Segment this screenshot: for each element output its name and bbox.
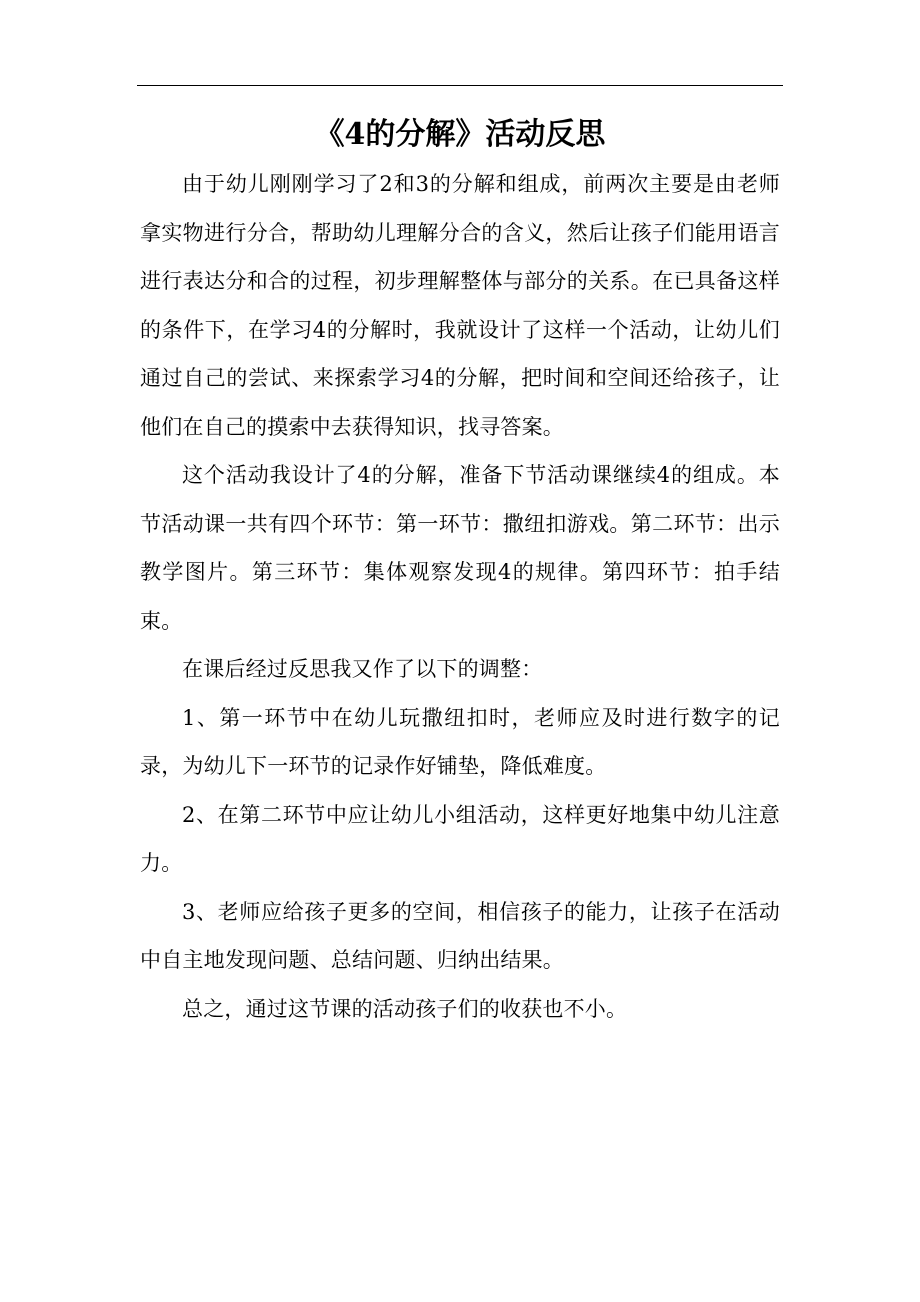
paragraph-adjustment-1: 1、第一环节中在幼儿玩撒纽扣时，老师应及时进行数字的记录，为幼儿下一环节的记录作好铺垫，降低难度。 bbox=[140, 705, 780, 778]
paragraph-intro: 由于幼儿刚刚学习了2和3的分解和组成，前两次主要是由老师拿实物进行分合，帮助幼儿理解分合的含义，然后让孩子们能用语言进行表达分和合的过程，初步理解整体与部分的关系。在已具备这样的条件下，在学习4的分解时，我就设计了这样一个活动，让幼儿们通过自己的尝试、来探索学习4的分解，把时间和空间还给孩子，让他们在自己的摸索中去获得知识，找寻答案。 bbox=[140, 172, 780, 439]
document-body bbox=[140, 160, 780, 1033]
header-rule bbox=[137, 85, 783, 86]
paragraph-activity-structure: 这个活动我设计了4的分解，准备下节活动课继续4的组成。本节活动课一共有四个环节：第一环节：撒纽扣游戏。第二环节：出示教学图片。第三环节：集体观察发现4的规律。第四环节：拍手结束。 bbox=[140, 463, 780, 633]
paragraph-adjustment-3: 3、老师应给孩子更多的空间，相信孩子的能力，让孩子在活动中自主地发现问题、总结问题、归纳出结果。 bbox=[140, 899, 780, 972]
paragraph-adjustments-heading: 在课后经过反思我又作了以下的调整： bbox=[182, 657, 543, 681]
paragraph-conclusion: 总之，通过这节课的活动孩子们的收获也不小。 bbox=[182, 996, 628, 1021]
paragraph-adjustment-2: 2、在第二环节中应让幼儿小组活动，这样更好地集中幼儿注意力。 bbox=[140, 802, 780, 875]
document-title: 《4的分解》活动反思 bbox=[314, 117, 606, 152]
